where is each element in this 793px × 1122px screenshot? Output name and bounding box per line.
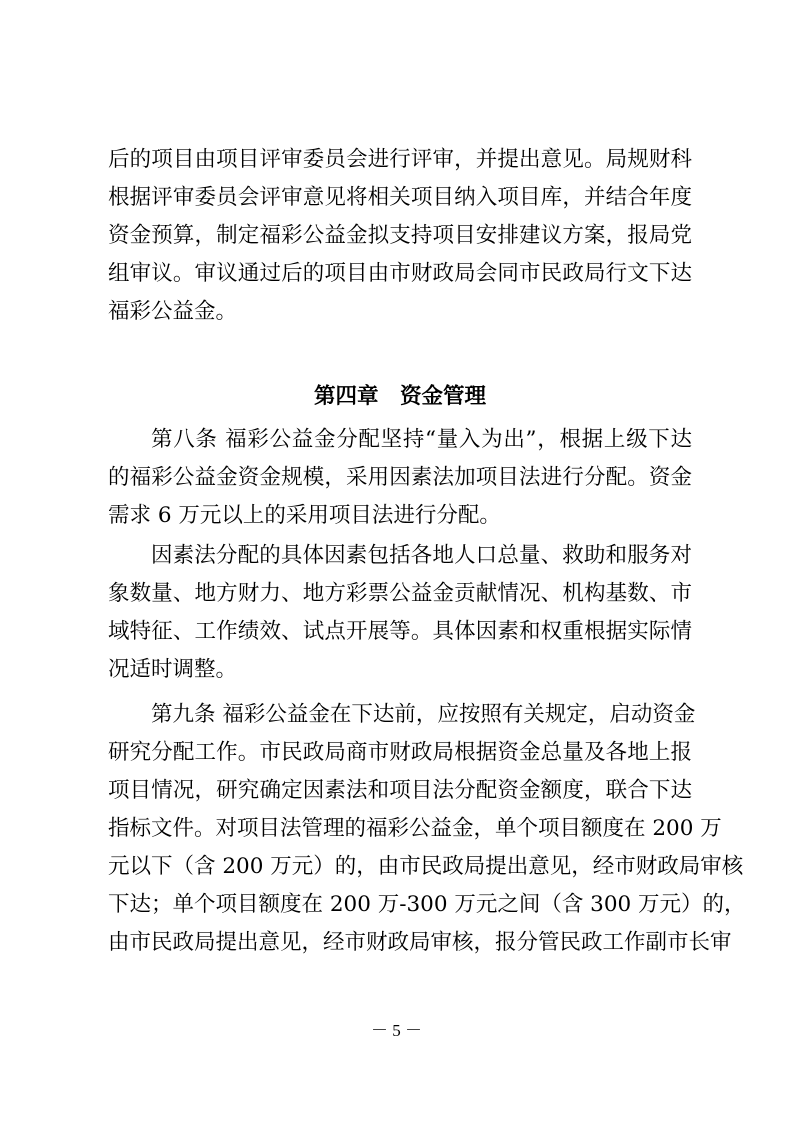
text-line: 元以下（含 200 万元）的，由市民政局提出意见，经市财政局审核 (108, 854, 744, 879)
text-line: 域特征、工作绩效、试点开展等。具体因素和权重根据实际情 (108, 619, 692, 644)
chapter-heading: 第四章 资金管理 (313, 384, 486, 409)
text-line: 需求 6 万元以上的采用项目法进行分配。 (108, 503, 501, 528)
paragraph-project-review (108, 141, 692, 331)
text-line: 由市民政局提出意见，经市财政局审核，报分管民政工作副市长审 (108, 930, 732, 955)
paragraph-article-8 (108, 421, 692, 535)
paragraph-article-9 (108, 696, 746, 962)
text-line: 资金预算，制定福彩公益金拟支持项目安排建议方案，报局党 (108, 223, 692, 248)
text-line: 第九条 福彩公益金在下达前，应按照有关规定，启动资金 (151, 702, 696, 727)
text-line: 况适时调整。 (108, 657, 238, 682)
text-line: 下达；单个项目额度在 200 万-300 万元之间（含 300 万元）的， (108, 892, 746, 917)
page-number: － 5 － (371, 1021, 422, 1040)
text-line: 因素法分配的具体因素包括各地人口总量、救助和服务对 (151, 543, 692, 568)
text-line: 指标文件。对项目法管理的福彩公益金，单个项目额度在 200 万 (108, 816, 722, 841)
text-line: 根据评审委员会评审意见将相关项目纳入项目库，并结合年度 (108, 185, 692, 210)
text-line: 研究分配工作。市民政局商市财政局根据资金总量及各地上报 (108, 740, 692, 765)
text-line: 第八条 福彩公益金分配坚持“量入为出”，根据上级下达 (151, 427, 692, 452)
text-line: 后的项目由项目评审委员会进行评审，并提出意见。局规财科 (108, 147, 692, 172)
text-line: 福彩公益金。 (108, 299, 238, 324)
text-line: 组审议。审议通过后的项目由市财政局会同市民政局行文下达 (108, 261, 692, 286)
text-line: 项目情况，研究确定因素法和项目法分配资金额度，联合下达 (108, 778, 692, 803)
text-line: 的福彩公益金资金规模，采用因素法加项目法进行分配。资金 (108, 465, 692, 490)
text-line: 象数量、地方财力、地方彩票公益金贡献情况、机构基数、市 (108, 581, 692, 606)
paragraph-factor-method (108, 537, 692, 689)
